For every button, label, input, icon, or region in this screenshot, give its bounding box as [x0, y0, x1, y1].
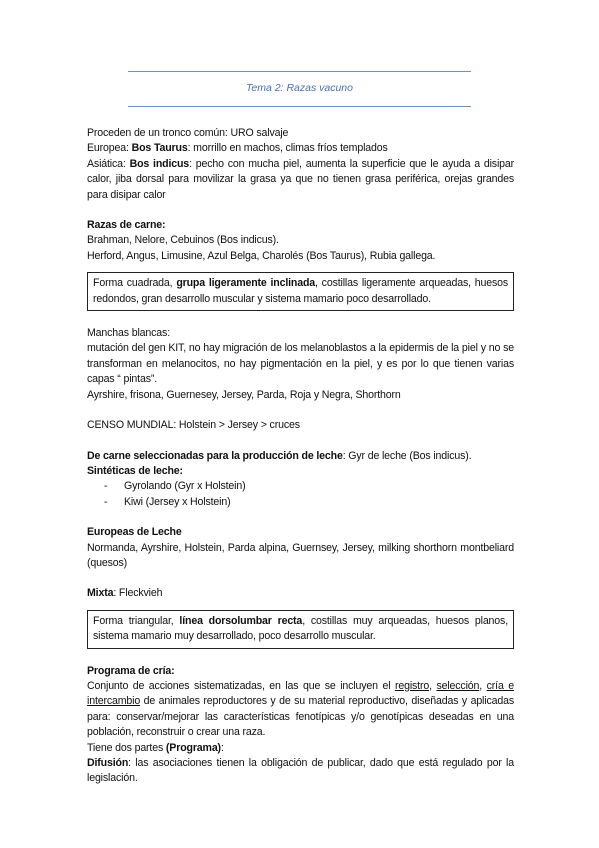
europea-description: : morrillo en machos, climas fríos templados	[187, 142, 388, 155]
mixta-characteristics-box	[87, 610, 514, 649]
partes-colon: :	[220, 741, 224, 754]
manchas-breeds: Ayrshire, frisona, Guernesey, Jersey, Parda, Roja y Negra, Shorthorn	[87, 388, 401, 401]
europeas-heading: Europeas de Leche	[87, 526, 182, 539]
box1-bold-text: grupa ligeramente inclinada	[176, 277, 316, 290]
carne-taurus-line: Herford, Angus, Limusine, Azul Belga, Charolés (Bos Taurus), Rubia gallega.	[87, 249, 436, 262]
mixta-label: Mixta	[87, 587, 114, 600]
underlined-term: cría e intercambio	[87, 679, 514, 708]
manchas-heading: Manchas blancas:	[87, 327, 170, 340]
underlined-term: selección	[436, 679, 480, 692]
header-rule-top	[128, 71, 471, 72]
europea-line	[87, 141, 514, 156]
difusion-label: Difusión	[87, 757, 129, 769]
partes-line	[87, 741, 514, 756]
leche-selection-text: : Gyr de leche (Bos indicus).	[342, 449, 472, 462]
programa-text-a: Conjunto de acciones sistematizadas, en las que se incluyen el	[87, 679, 395, 692]
separator: ,	[429, 679, 437, 692]
leche-selection-bold: De carne seleccionadas para la producción de leche	[87, 449, 343, 462]
mixta-text: : Fleckvieh	[113, 587, 163, 600]
asiatica-label: Asiática:	[87, 157, 130, 170]
mixta-line	[87, 586, 514, 601]
box2-text-start: Forma triangular,	[93, 614, 180, 627]
programa-paragraph	[87, 679, 514, 741]
carne-indicus-line: Brahman, Nelore, Cebuinos (Bos indicus).	[87, 234, 279, 247]
programa-heading: Programa de cría:	[87, 664, 175, 677]
list-item: - Gyrolando (Gyr x Holstein)	[104, 479, 514, 494]
asiatica-description: : pecho con mucha piel, aumenta la superficie que le ayuda a disipar calor, jiba dorsal para movilizar la grasa ya que no tienen grasa periférica, orejas grandes para disipar calor	[87, 157, 515, 201]
box1-text-start: Forma cuadrada,	[93, 277, 177, 290]
censo-line: CENSO MUNDIAL: Holstein > Jersey > cruces	[87, 419, 300, 432]
document-body	[87, 126, 514, 787]
carne-characteristics-box	[87, 272, 514, 311]
carne-heading: Razas de carne:	[87, 219, 166, 232]
asiatica-paragraph	[87, 157, 514, 203]
difusion-text: : las asociaciones tienen la obligación de publicar, dado que está regulado por la legislación.	[87, 757, 514, 785]
box1-text-end: , costillas ligeramente arqueadas, huesos redondos, gran desarrollo muscular y sistema mamario poco desarrollado.	[93, 277, 508, 305]
origin-line: Proceden de un tronco común: URO salvaje	[87, 127, 289, 139]
partes-text: Tiene dos partes	[87, 741, 166, 754]
programa-text-b: de animales reproductores y de su material reproductivo, diseñadas y aplicadas para: conservar/mejorar las características fenotípicas y/o genotípicas deseadas en una población, reconstruir o crear una raza.	[87, 695, 514, 739]
list-item: - Kiwi (Jersey x Holstein)	[104, 495, 514, 510]
difusion-paragraph	[87, 756, 514, 787]
sinteticas-list	[87, 479, 514, 510]
europea-species: Bos Taurus	[131, 142, 188, 155]
separator: ,	[479, 679, 487, 692]
box2-text-end: , costillas muy arqueadas, huesos planos, sistema mamario muy desarrollado, poco desarrollo muscular.	[93, 614, 508, 643]
page-title: Tema 2: Razas vacuno	[245, 82, 353, 94]
manchas-paragraph: mutación del gen KIT, no hay migración de los melanoblastos a la epidermis de la piel y no se transforman en melanocitos, no hay pigmentación en la piel, y es por lo que tienen varias capas “ pintas”.	[87, 342, 514, 386]
box2-bold-text: línea dorsolumbar recta	[179, 614, 303, 627]
europeas-breeds: Normanda, Ayrshire, Holstein, Parda alpina, Guernsey, Jersey, milking shorthorn montbeliard (quesos)	[87, 541, 514, 569]
leche-selection-line	[87, 449, 514, 464]
asiatica-species: Bos indicus	[129, 157, 190, 170]
header-rule-bottom	[128, 106, 471, 107]
underlined-term: registro	[394, 679, 430, 692]
sinteticas-heading: Sintéticas de leche:	[87, 464, 183, 477]
europea-label: Europea:	[87, 142, 132, 155]
partes-bold: (Programa)	[165, 741, 221, 754]
